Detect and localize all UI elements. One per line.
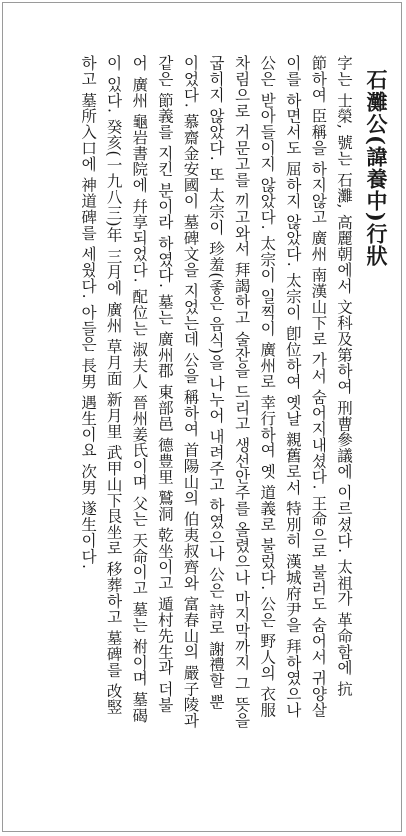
text-line-5: 차림으로 거문고를 끼고와서 拜謁하고 술잔을 드리고 생선안주를 올렸으나 마지막까지 그 뜻을 [232,55,251,729]
text-line-6: 굽히지 않았다. 또 太宗이 珍羞(좋은 음식)을 나누어 내려주고 하였으나 公은 詩로 謝禮할 뿐 [207,55,226,710]
text-line-3: 이를 하면서도 屈하지 않았다. 太宗이 卽位하여 옛날 親舊로서 特別히 漢城府尹을 拜하였으나 [283,55,302,718]
text-line-11: 하고 墓所入口에 神道碑를 세웠다. 아들은 長男 遇生이요 次男 遂生이다. [79,55,98,570]
text-line-8: 같은 節義를 지킨 분이라 하였다. 墓는 廣州郡 東部邑 德豊里 鷲洞 乾坐이고 遁村先生과 더불 [155,55,174,713]
text-line-9: 어 廣州 龜岩書院에 幷享되었다. 配位는 淑夫人 晉州姜氏이며 父는 天命이고 墓는 祔이며 墓碣 [130,55,149,724]
document-frame [2,2,402,832]
text-line-2: 節하여 臣稱을 하지않고 廣州 南漢山下로 가서 숨어지내셨다. 王命으로 불러도 숨어서 귀양살 [309,55,328,718]
text-columns [69,55,387,825]
text-line-1: 字는 士榮, 號는 石灘, 高麗朝에서 文科及第하여 刑曹參議에 이르셨다. 太祖가 革命함에 抗 [335,55,353,697]
document-title: 石灘公(諱養中)行狀 [364,69,389,267]
text-line-10: 이 있다. 癸亥(一九八三)年 三月에 廣州 草月面 新月里 武甲山下艮坐로 移葬하고 墓碑를 改竪 [104,55,123,715]
text-line-7: 이었다. 慕齋金安國이 墓碑文을 지었는데 公을 稱하여 首陽山의 伯夷叔齊와 富春山의 嚴子陵과 [181,55,200,729]
text-line-4: 公은 받아들이지 않았다. 太宗이 일찍이 廣州로 幸行하여 옛 道義로 불렀다. 公은 野人의 衣服 [258,55,277,718]
